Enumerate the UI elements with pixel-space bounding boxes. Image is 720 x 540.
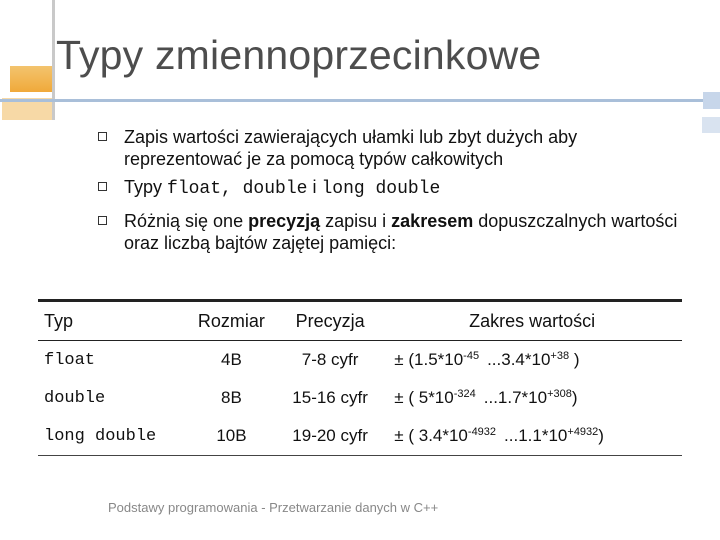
range-high-exponent: +308 [547, 388, 572, 400]
table-row [38, 379, 682, 417]
range-low: ± ( 3.4*10 [394, 426, 468, 445]
range-low-exponent: -324 [453, 388, 476, 400]
table-header-row [38, 301, 682, 341]
decorative-orange-block [10, 66, 52, 92]
range-high: 3.4*10 [501, 350, 551, 369]
range-low-exponent: -4932 [467, 426, 497, 438]
slide-title: Typy zmiennoprzecinkowe [56, 32, 542, 78]
code-float-double: float, double [167, 179, 308, 199]
cell-precision: 7-8 cyfr [301, 350, 359, 369]
range-separator: ... [504, 426, 519, 445]
cell-size: 8B [221, 388, 242, 407]
range-high: 1.7*10 [497, 388, 548, 407]
header-type: Typ [38, 301, 185, 341]
table-row [38, 341, 682, 380]
square-bullet-icon [98, 216, 107, 225]
code-long-double: long double [321, 179, 441, 199]
cell-type: double [44, 388, 106, 408]
decorative-corner-square-light [702, 117, 720, 133]
bullet-item-definition [98, 126, 698, 170]
bullet-item-differences [98, 210, 698, 254]
bullet-text-prefix: Typy [124, 177, 168, 197]
cell-type: float [44, 350, 96, 370]
range-high: 1.1*10 [518, 426, 568, 445]
cell-precision: 19-20 cyfr [278, 417, 382, 456]
bullet-text-and: i [307, 177, 322, 197]
table-row [38, 417, 682, 456]
range-low: ± (1.5*10 [394, 350, 464, 369]
cell-type: long double [38, 417, 185, 456]
bullet-text: Zapis wartości zawierających ułamki lub zbyt dużych aby reprezentować je za pomocą typów całkowitych [124, 127, 578, 169]
cell-range [382, 341, 682, 380]
range-close: ) [569, 350, 580, 369]
bullet-text: dopuszczalnych wartości oraz liczbą bajtów zajętej pamięci: [124, 211, 678, 253]
range-close: ) [598, 426, 604, 445]
decorative-corner-square [703, 92, 720, 109]
range-separator: ... [487, 350, 502, 369]
range-close: ) [571, 388, 578, 407]
decorative-vertical-line [52, 0, 55, 120]
header-precision: Precyzja [278, 301, 382, 341]
cell-range [382, 417, 682, 456]
cell-size: 4B [221, 350, 242, 369]
header-range: Zakres wartości [382, 301, 682, 341]
decorative-horizontal-line [0, 99, 720, 102]
bullet-text: zapisu i [320, 211, 392, 231]
bullet-item-types [98, 176, 698, 200]
square-bullet-icon [98, 182, 107, 191]
bullet-text: Różnią się one [124, 211, 249, 231]
bold-precision: precyzją [248, 211, 321, 231]
range-separator: ... [483, 388, 498, 407]
range-low-exponent: -45 [463, 350, 480, 362]
types-table [38, 299, 682, 456]
range-low: ± ( 5*10 [394, 388, 454, 407]
slide-footer: Podstawy programowania - Przetwarzanie danych w C++ [108, 500, 439, 515]
header-size: Rozmiar [185, 301, 278, 341]
cell-precision: 15-16 cyfr [292, 388, 368, 407]
cell-range [382, 379, 682, 417]
square-bullet-icon [98, 132, 107, 141]
range-high-exponent: +4932 [567, 426, 599, 438]
cell-size: 10B [185, 417, 278, 456]
bullet-list [98, 126, 698, 260]
range-high-exponent: +38 [550, 350, 570, 362]
bold-range: zakresem [391, 211, 474, 231]
